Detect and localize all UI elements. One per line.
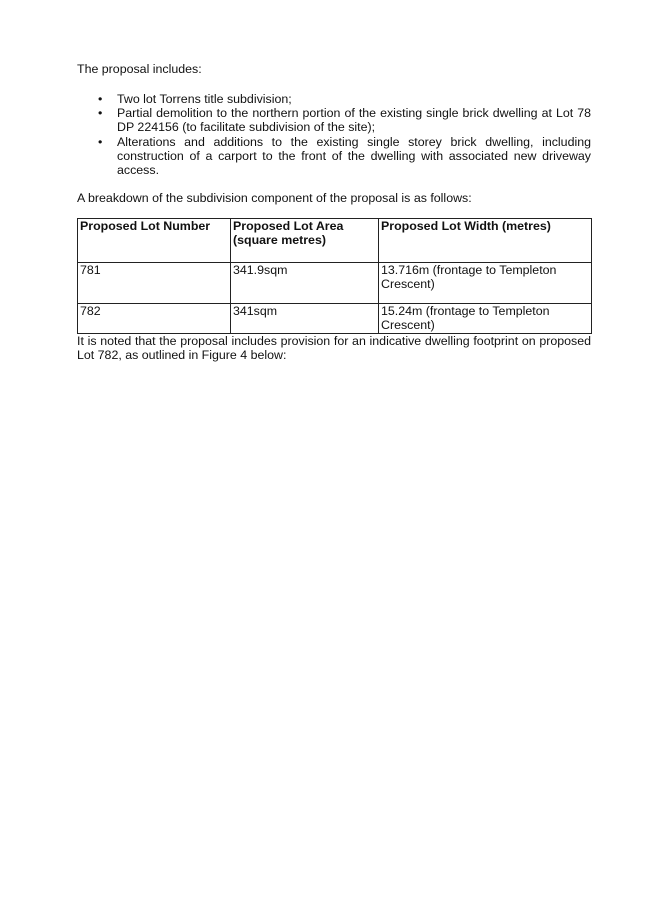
cell-lot-width: 13.716m (frontage to Templeton Crescent) [379,263,592,304]
note-text: It is noted that the proposal includes provision for an indicative dwelling footprint on proposed Lot 782, as outlined in Figure 4 below: [77,334,591,363]
breakdown-text: A breakdown of the subdivision component of the proposal is as follows: [77,191,472,206]
list-item [77,92,591,106]
cell-lot-area: 341.9sqm [231,263,379,304]
list-item [77,135,591,178]
list-item-text: Partial demolition to the northern portion of the existing single brick dwelling at Lot 78 DP 224156 (to facilitate subdivision of the site); [117,106,591,135]
table-header-row [78,219,592,263]
cell-lot-number: 782 [78,304,231,334]
subdivision-table [77,218,592,334]
cell-lot-area: 341sqm [231,304,379,334]
document-page [77,62,591,363]
header-lot-width: Proposed Lot Width (metres) [379,219,592,263]
bullet-icon: • [98,106,103,121]
table-row [78,263,592,304]
bullet-icon: • [98,134,103,149]
proposal-list [77,92,591,177]
cell-lot-number: 781 [78,263,231,304]
header-lot-area: Proposed Lot Area (square metres) [231,219,379,263]
intro-text: The proposal includes: [77,62,202,76]
table-row [78,304,592,334]
cell-lot-width: 15.24m (frontage to Templeton Crescent) [379,304,592,334]
header-lot-number: Proposed Lot Number [78,219,231,263]
list-item-text: Two lot Torrens title subdivision; [117,92,292,106]
list-item-text: Alterations and additions to the existing single storey brick dwelling, including construction of a carport to the front of the dwelling with associated new driveway access. [117,134,591,178]
list-item [77,106,591,134]
bullet-icon: • [98,92,103,106]
